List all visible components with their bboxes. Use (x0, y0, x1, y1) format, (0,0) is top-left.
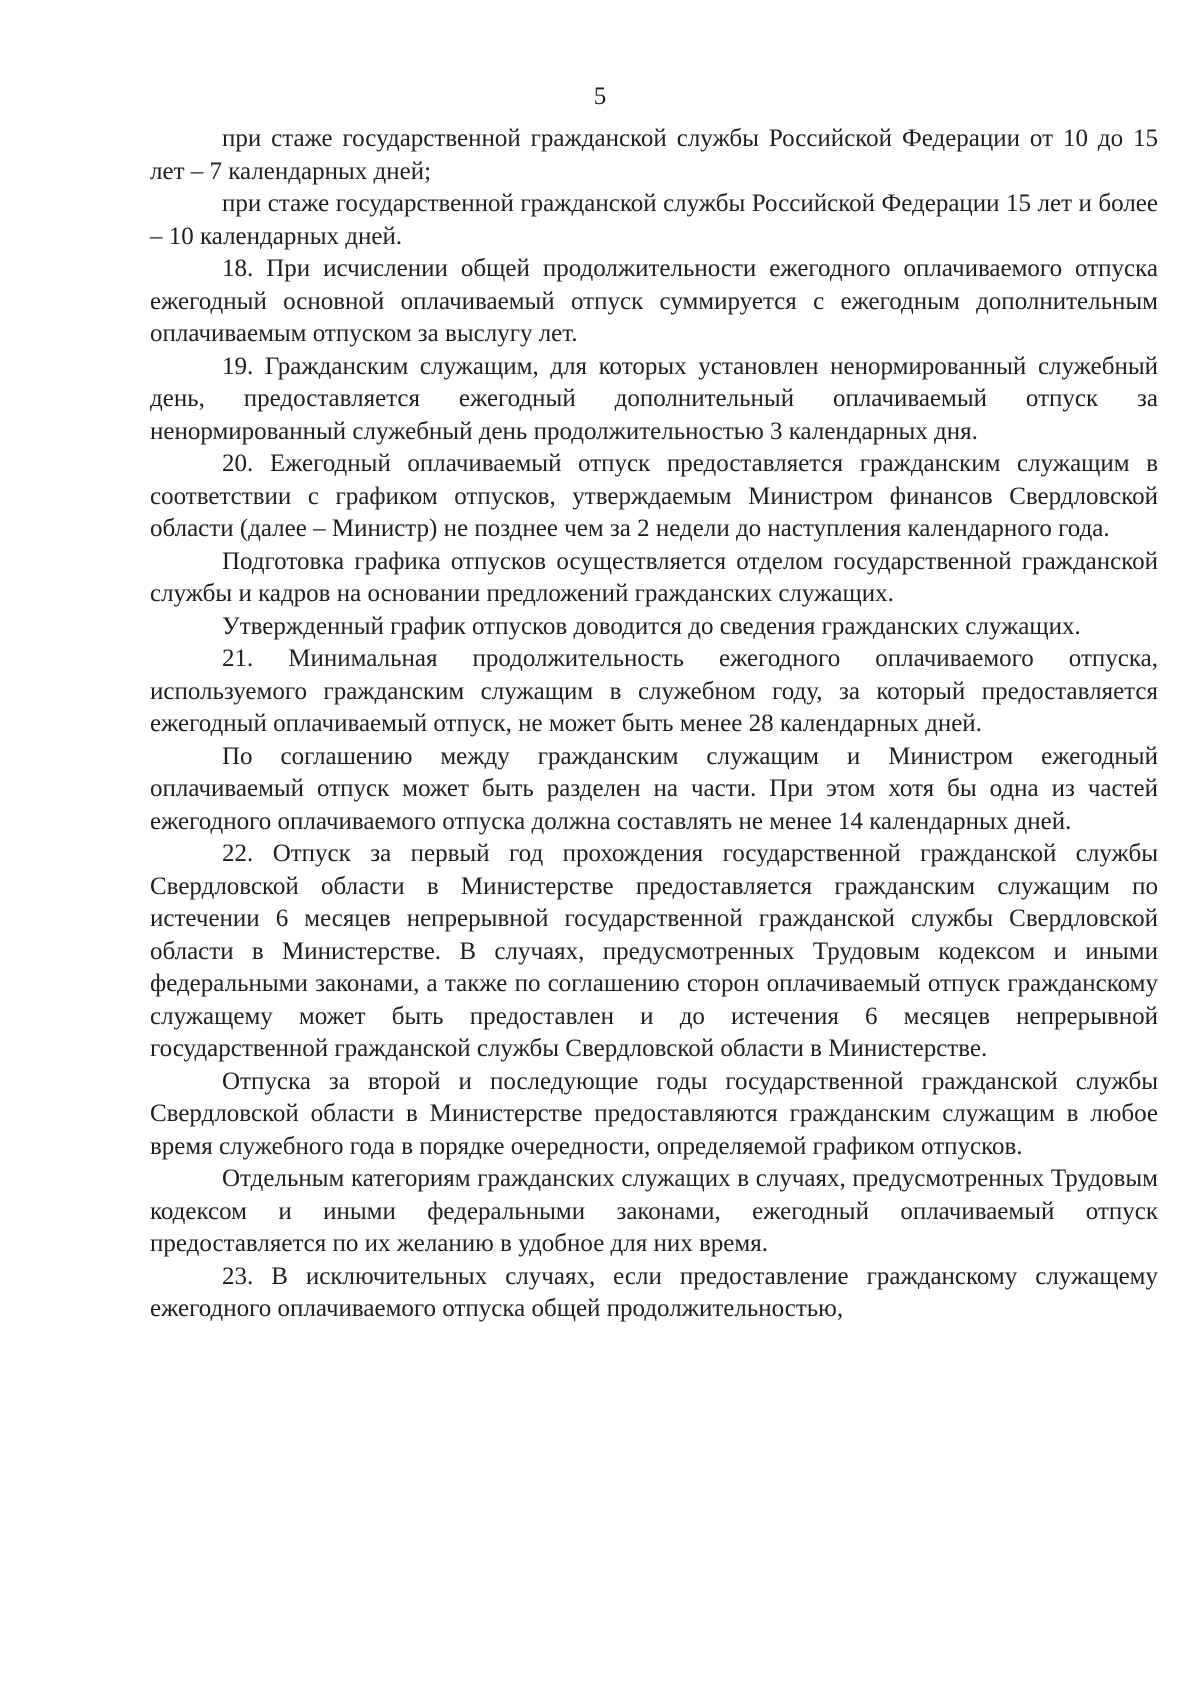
paragraph-22: 22. Отпуск за первый год прохождения государственной гражданской службы Свердловской области в Министерстве предоставляется гражданским служащим по истечении 6 месяцев непрерывной государственной гражданской службы Свердловской области в Министерстве. В случаях, предусмотренных Трудовым кодексом и иными федеральными законами, а также по соглашению сторон оплачиваемый отпуск гражданскому служащему может быть предоставлен и до истечения 6 месяцев непрерывной государственной гражданской службы Свердловской области в Министерстве. (150, 840, 1158, 1062)
paragraph-stage-15-plus: при стаже государственной гражданской службы Российской Федерации 15 лет и более – 10 календарных дней. (150, 190, 1158, 250)
paragraph-19: 19. Гражданским служащим, для которых установлен ненормированный служебный день, предоставляется ежегодный дополнительный оплачиваемый отпуск за ненормированный служебный день продолжительностью 3 календарных дня. (150, 352, 1158, 445)
paragraph-22-special-categories: Отдельным категориям гражданских служащих в случаях, предусмотренных Трудовым кодексом и иными федеральными законами, ежегодный оплачиваемый отпуск предоставляется по их желанию в удобное для них время. (150, 1165, 1158, 1257)
page-number: 5 (593, 83, 607, 110)
paragraph-23: 23. В исключительных случаях, если предоставление гражданскому служащему ежегодного оплачиваемого отпуска общей продолжительностью, (150, 1262, 1158, 1322)
paragraph-20-schedule-notice: Утвержденный график отпусков доводится до сведения гражданских служащих. (222, 612, 1081, 640)
paragraph-22-subsequent-years: Отпуска за второй и последующие годы государственной гражданской службы Свердловской области в Министерстве предоставляются гражданским служащим в любое время служебного года в порядке очередности, определяемой графиком отпусков. (150, 1067, 1158, 1160)
paragraph-stage-10-15: при стаже государственной гражданской службы Российской Федерации от 10 до 15 лет – 7 календарных дней; (150, 125, 1158, 185)
paragraph-21-split-leave: По соглашению между гражданским служащим и Министром ежегодный оплачиваемый отпуск может быть разделен на части. При этом хотя бы одна из частей ежегодного оплачиваемого отпуска должна составлять не менее 14 календарных дней. (150, 742, 1158, 835)
paragraph-20: 20. Ежегодный оплачиваемый отпуск предоставляется гражданским служащим в соответствии с графиком отпусков, утверждаемым Министром финансов Свердловской области (далее – Министр) не позднее чем за 2 недели до наступления календарного года. (150, 450, 1158, 542)
paragraph-18: 18. При исчислении общей продолжительности ежегодного оплачиваемого отпуска ежегодный основной оплачиваемый отпуск суммируется с ежегодным дополнительным оплачиваемым отпуском за выслугу лет. (150, 255, 1158, 347)
paragraph-21: 21. Минимальная продолжительность ежегодного оплачиваемого отпуска, используемого гражданским служащим в служебном году, за который предоставляется ежегодный оплачиваемый отпуск, не может быть менее 28 календарных дней. (150, 645, 1158, 737)
document-body (150, 123, 1158, 1326)
paragraph-20-schedule-preparation: Подготовка графика отпусков осуществляется отделом государственной гражданской службы и кадров на основании предложений гражданских служащих. (150, 547, 1158, 607)
